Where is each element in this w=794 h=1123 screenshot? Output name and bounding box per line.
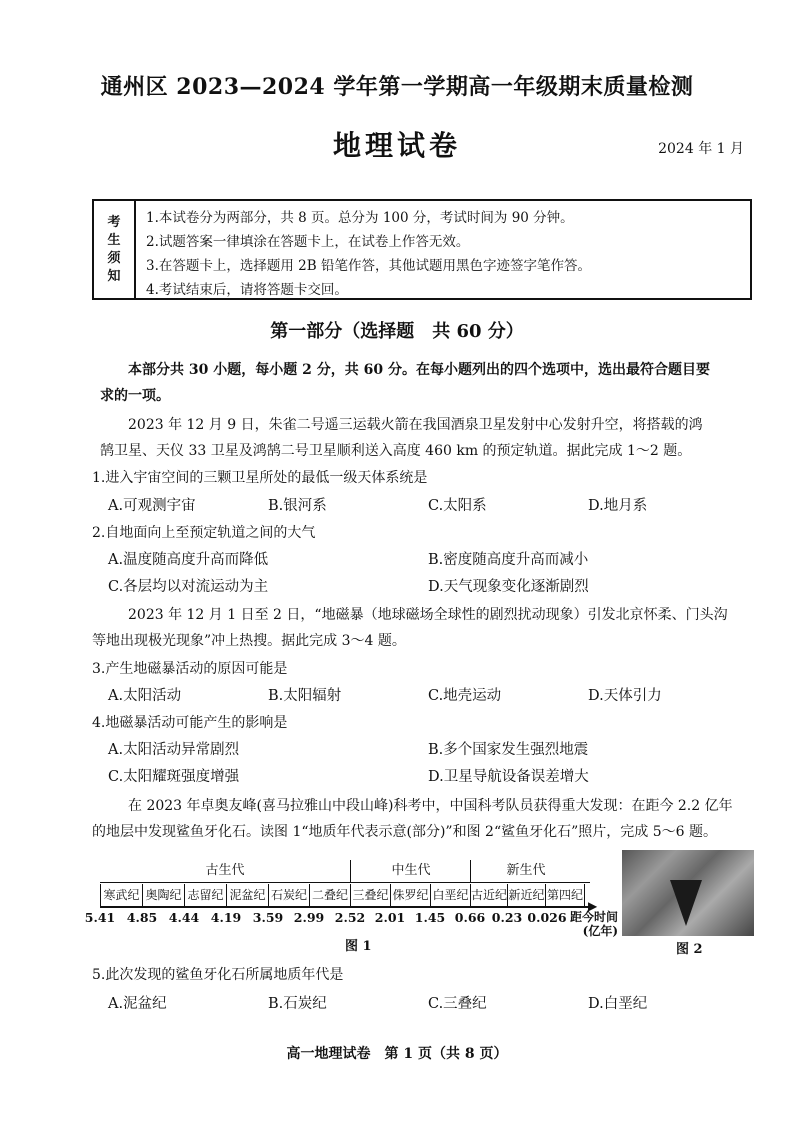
passage2-line1: 2023 年 12 月 1 日至 2 日，“地磁暴（地球磁场全球性的剧烈扰动现象）引发北京怀柔、门头沟	[128, 607, 728, 623]
q4-options-row2	[108, 765, 758, 789]
unit-line: (亿年)	[582, 924, 619, 938]
q1-option-a: A.可观测宇宙	[108, 498, 196, 514]
era-mesozoic: 中生代	[350, 860, 471, 882]
q4-option-c: C.太阳耀斑强度增强	[108, 769, 240, 785]
q2-option-c: C.各层均以对流运动为主	[108, 579, 269, 595]
notice-item: 4.考试结束后，请将答题卡交回。	[146, 282, 348, 298]
notice-heading	[94, 201, 136, 298]
age-label: 4.44	[168, 910, 200, 925]
q1-stem: 1.进入宇宙空间的三颗卫星所处的最低一级天体系统是	[92, 470, 428, 486]
age-label: 1.45	[414, 910, 446, 925]
instruction-line: 本部分共 30 小题，每小题 2 分，共 60 分。在每小题列出的四个选项中，选出最符合题目要	[128, 362, 710, 378]
passage3-line2: 的地层中发现鲨鱼牙化石。读图 1“地质年代表示意(部分)”和图 2“鲨鱼牙化石”照片，完成 5～6 题。	[92, 824, 717, 840]
age-label: 0.66	[454, 910, 486, 925]
period-jurassic: 侏罗纪	[390, 884, 430, 906]
unit-line: 距今时间	[570, 910, 619, 924]
q2-option-d: D.天气现象变化逐渐剧烈	[428, 579, 589, 595]
part1-title: 第一部分（选择题 共 60 分）	[270, 321, 524, 342]
age-label: 3.59	[252, 910, 284, 925]
era-divider-line	[100, 882, 590, 883]
passage2-line2: 等地出现极光现象”冲上热搜。据此完成 3～4 题。	[92, 633, 406, 649]
q5-option-c: C.三叠纪	[428, 996, 487, 1012]
shark-tooth-icon	[670, 880, 702, 926]
q1-option-d: D.地月系	[588, 498, 648, 514]
period-carboniferous: 石炭纪	[268, 884, 309, 906]
q2-option-b: B.密度随高度升高而减小	[428, 552, 589, 568]
q3-option-c: C.地壳运动	[428, 688, 502, 704]
q3-option-a: A.太阳活动	[108, 688, 182, 704]
q2-option-a: A.温度随高度升高而降低	[108, 552, 269, 568]
q4-option-a: A.太阳活动异常剧烈	[108, 742, 240, 758]
q5-option-b: B.石炭纪	[268, 996, 327, 1012]
period-devonian: 泥盆纪	[226, 884, 268, 906]
time-unit-label	[570, 910, 618, 938]
part1-instruction	[100, 358, 760, 382]
q5-option-d: D.白垩纪	[588, 996, 648, 1012]
notice-item: 2.试题答案一律填涂在答题卡上，在试卷上作答无效。	[146, 234, 470, 250]
age-label: 0.23	[491, 910, 523, 925]
age-label: 2.99	[293, 910, 325, 925]
period-neogene: 新近纪	[507, 884, 545, 906]
candidate-notice-box	[92, 199, 752, 300]
notice-item: 3.在答题卡上，选择题用 2B 铅笔作答，其他试题用黑色字迹签字笔作答。	[146, 258, 591, 274]
q5-options	[108, 992, 758, 1016]
part1-instruction-cont: 求的一项。	[100, 388, 170, 404]
figure1-caption: 图 1	[345, 939, 372, 954]
q1-option-c: C.太阳系	[428, 498, 487, 514]
notice-head-char: 生	[107, 232, 121, 248]
q4-option-d: D.卫星导航设备误差增大	[428, 769, 589, 785]
page-footer: 高一地理试卷 第 1 页（共 8 页）	[286, 1046, 508, 1062]
q3-options	[108, 684, 758, 708]
period-paleogene: 古近纪	[470, 884, 507, 906]
period-permian: 二叠纪	[309, 884, 350, 906]
q1-options	[108, 494, 758, 518]
notice-head-char: 考	[107, 214, 121, 230]
period-silurian: 志留纪	[184, 884, 226, 906]
q2-stem: 2.自地面向上至预定轨道之间的大气	[92, 525, 316, 541]
q2-options-row1	[108, 548, 758, 572]
shark-tooth-fossil-photo	[622, 850, 754, 936]
passage3-line1: 在 2023 年卓奥友峰(喜马拉雅山中段山峰)科考中，中国科考队员获得重大发现：在距今 2.2 亿年	[128, 798, 733, 814]
notice-item: 1.本试卷分为两部分，共 8 页。总分为 100 分，考试时间为 90 分钟。	[146, 210, 574, 226]
q4-options-row1	[108, 738, 758, 762]
q3-option-b: B.太阳辐射	[268, 688, 342, 704]
age-label: 0.026	[527, 910, 567, 925]
passage1-line2: 鹄卫星、天仪 33 卫星及鸿鹄二号卫星顺利送入高度 460 km 的预定轨道。据此完成 1～2 题。	[100, 443, 692, 459]
q5-stem: 5.此次发现的鲨鱼牙化石所属地质年代是	[92, 967, 344, 983]
age-label: 2.01	[374, 910, 406, 925]
q2-options-row2	[108, 575, 758, 599]
age-label: 4.85	[126, 910, 158, 925]
period-quaternary: 第四纪	[545, 884, 585, 906]
q3-stem: 3.产生地磁暴活动的原因可能是	[92, 661, 288, 677]
era-paleozoic: 古生代	[205, 863, 245, 878]
period-cretaceous: 白垩纪	[430, 884, 470, 906]
passage1-line1: 2023 年 12 月 9 日，朱雀二号遥三运载火箭在我国酒泉卫星发射中心发射升空，将搭载的鸿	[128, 417, 703, 433]
q3-option-d: D.天体引力	[588, 688, 662, 704]
q1-option-b: B.银河系	[268, 498, 327, 514]
figure2-caption: 图 2	[676, 942, 703, 957]
period-cambrian: 寒武纪	[100, 884, 142, 906]
age-label: 5.41	[84, 910, 116, 925]
notice-head-char: 须	[107, 250, 121, 266]
q4-option-b: B.多个国家发生强烈地震	[428, 742, 589, 758]
age-label: 4.19	[210, 910, 242, 925]
age-label: 2.52	[334, 910, 366, 925]
exam-title: 通州区 2023—2024 学年第一学期高一年级期末质量检测	[100, 74, 694, 100]
notice-head-char: 知	[107, 268, 121, 284]
period-triassic: 三叠纪	[350, 884, 390, 906]
subject-title: 地理试卷	[332, 129, 461, 162]
q4-stem: 4.地磁暴活动可能产生的影响是	[92, 715, 288, 731]
exam-date: 2024 年 1 月	[658, 141, 744, 157]
era-cenozoic: 新生代	[470, 860, 581, 882]
notice-items	[136, 201, 601, 298]
timeline-arrow-icon: ▶	[588, 899, 598, 913]
q5-option-a: A.泥盆纪	[108, 996, 167, 1012]
period-ordovician: 奥陶纪	[142, 884, 184, 906]
timeline-axis	[100, 906, 590, 908]
